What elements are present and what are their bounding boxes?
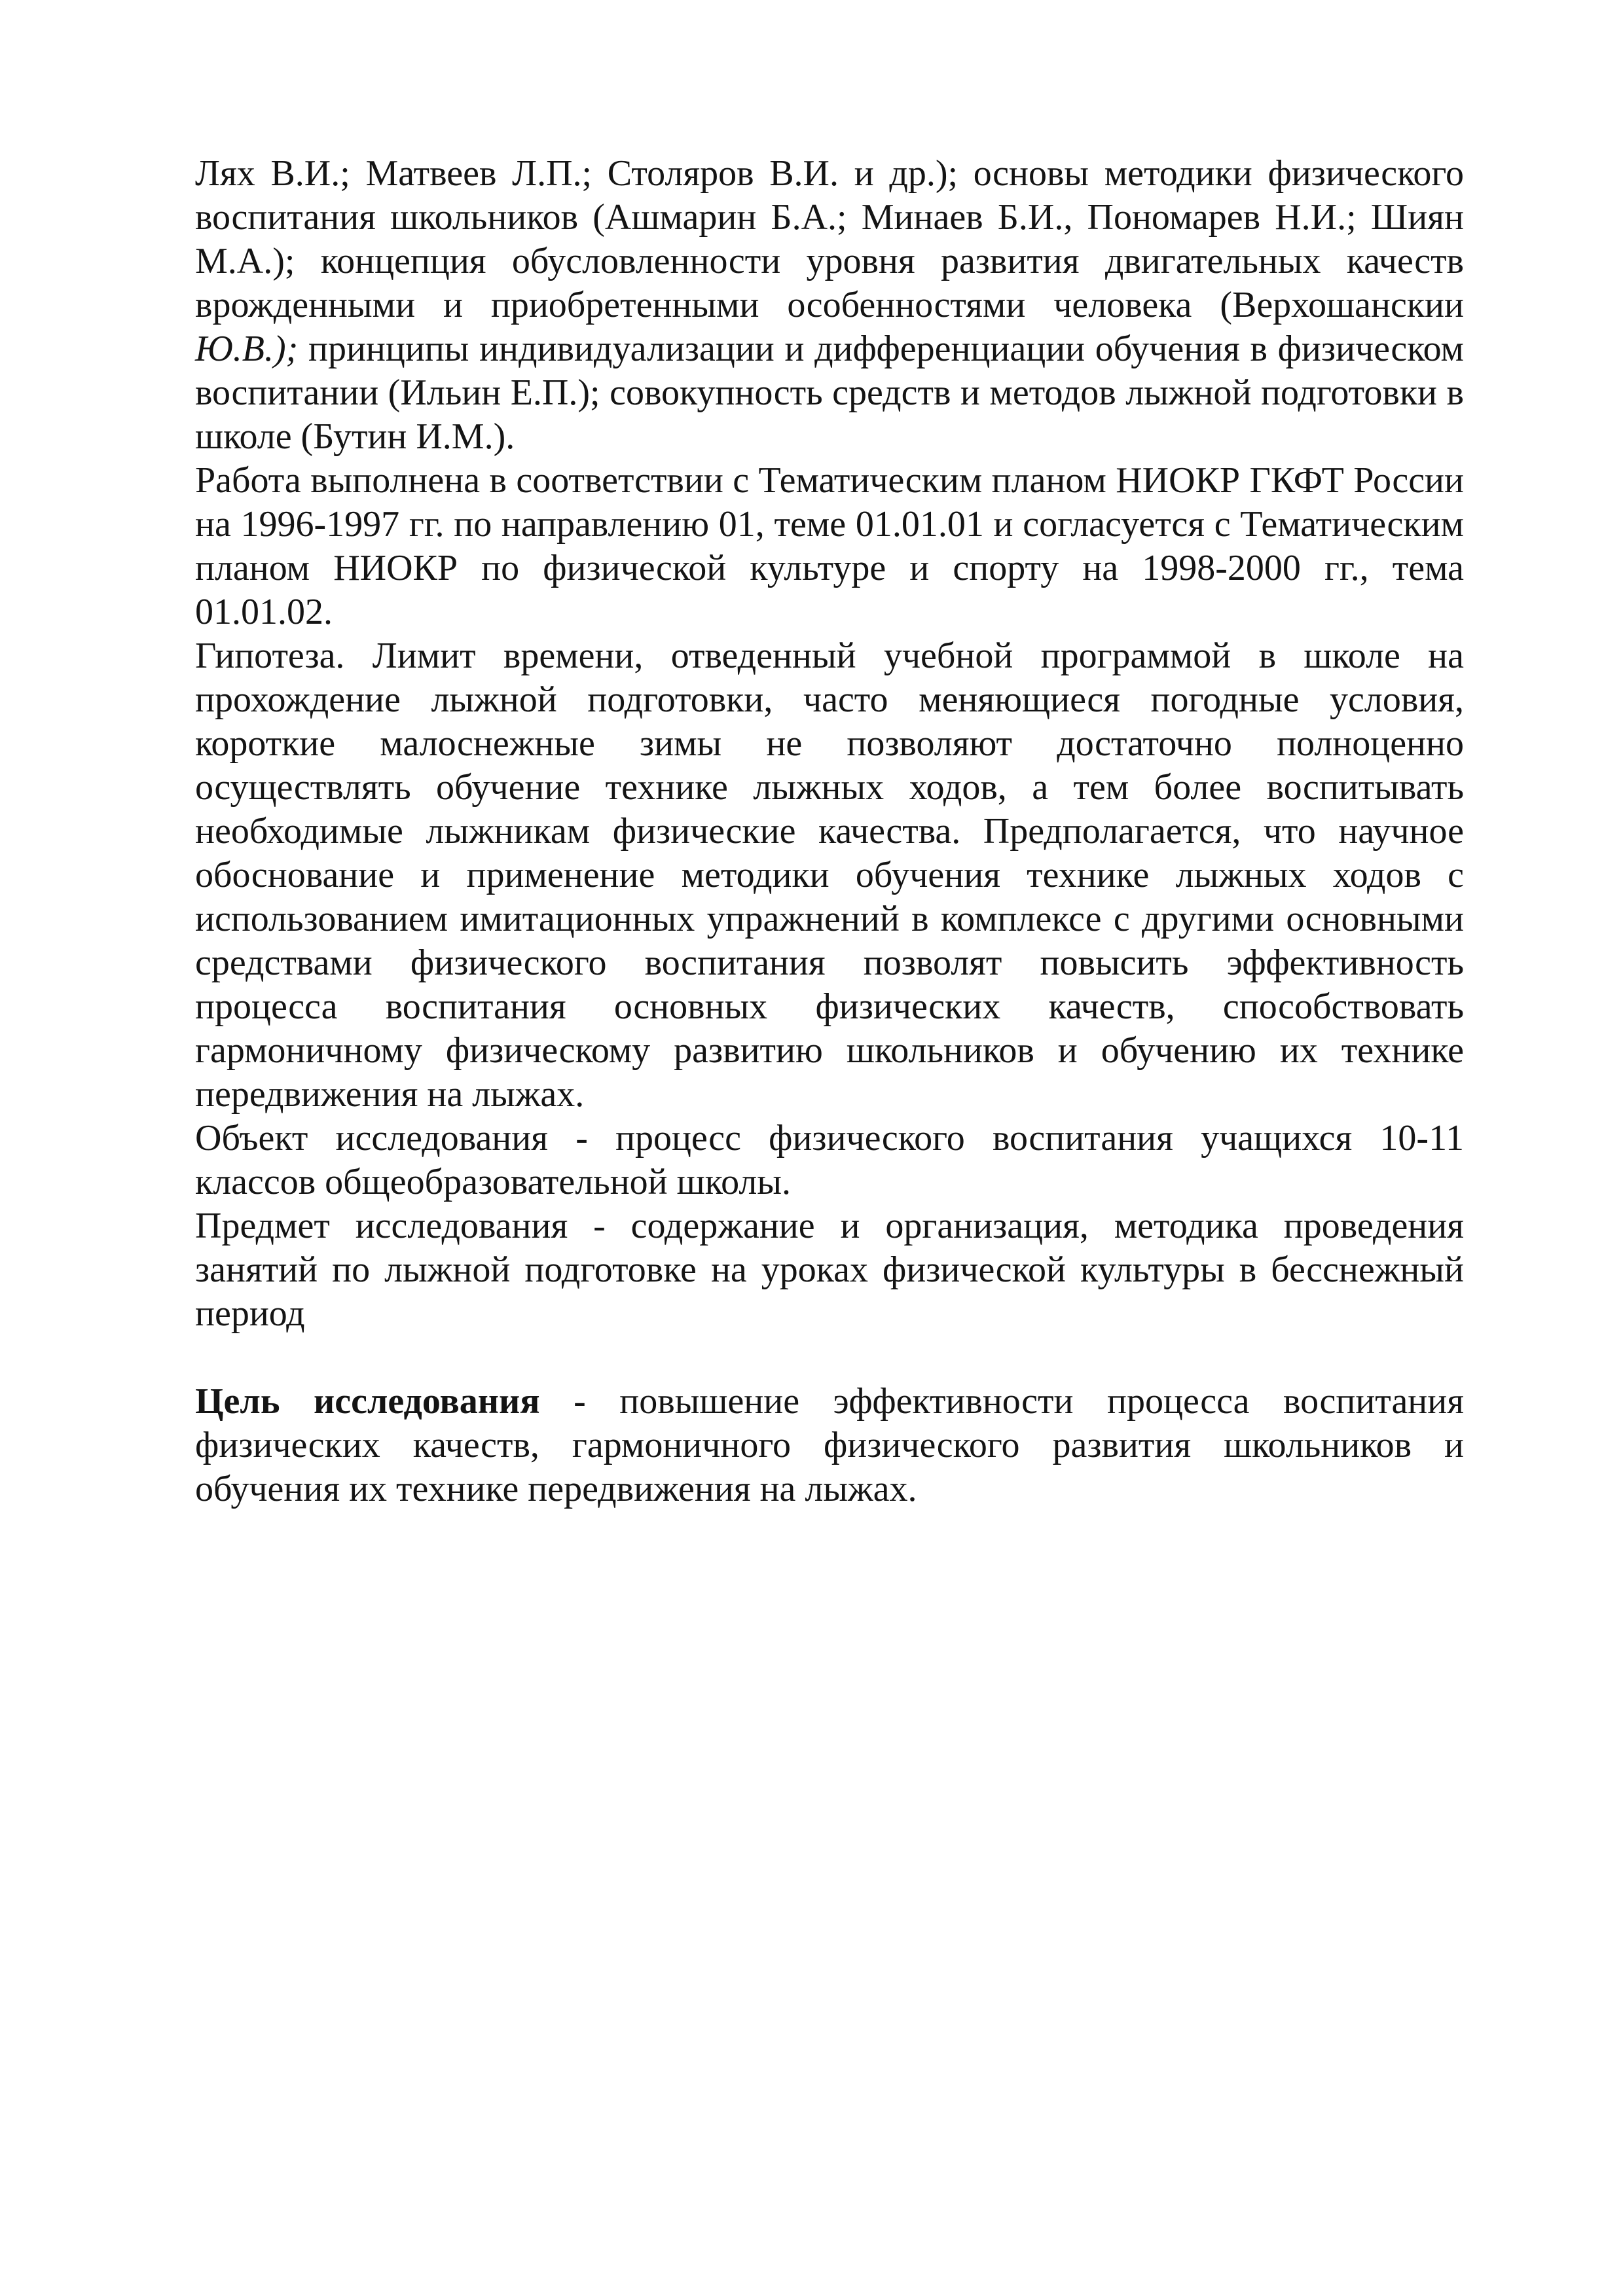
paragraph-methodology-text-start: Лях В.И.; Матвеев Л.П.; Столяров В.И. и др.); основы методики физического воспитания школьников (Ашмарин Б.А.; Минаев Б.И., Пономарев Н.И.; Шиян М.А.); концепция обусловленности уровня развития двигательных качеств врожденными и приобретенными особенностями человека (Верхошанскии <box>195 153 1464 325</box>
paragraph-research-object: Объект исследования - процесс физического воспитания учащихся 10-11 классов общеобразовательной школы. <box>195 1118 1464 1202</box>
research-goal-text: - повышение эффективности процесса воспитания физических качеств, гармоничного физического развития школьников и обучения их технике передвижения на лыжах. <box>195 1381 1464 1509</box>
research-goal-heading: Цель исследования <box>195 1381 540 1422</box>
paragraph-research-plan: Работа выполнена в соответствии с Тематическим планом НИОКР ГКФТ России на 1996-1997 гг. по направлению 01, теме 01.01.01 и согласуется с Тематическим планом НИОКР по физической культуре и спорту на 1998-2000 гг., тема 01.01.02. <box>195 460 1464 632</box>
paragraph-methodology-sources <box>195 152 1464 459</box>
document-body <box>195 152 1464 1511</box>
italic-initials: Ю.В.); <box>195 329 299 369</box>
paragraph-hypothesis: Гипотеза. Лимит времени, отведенный учебной программой в школе на прохождение лыжной подготовки, часто меняющиеся погодные условия, короткие малоснежные зимы не позволяют достаточно полноценно осуществлять обучение технике лыжных ходов, а тем более воспитывать необходимые лыжникам физические качества. Предполагается, что научное обоснование и применение методики обучения технике лыжных ходов с использованием имитационных упражнений в комплексе с другими основными средствами физического воспитания позволят повысить эффективность процесса воспитания основных физических качеств, способствовать гармоничному физическому развитию школьников и обучению их технике передвижения на лыжах. <box>195 636 1464 1115</box>
paragraph-research-subject: Предмет исследования - содержание и организация, методика проведения занятий по лыжной подготовке на уроках физической культуры в бесснежный период <box>195 1206 1464 1334</box>
paragraph-methodology-text-end: принципы индивидуализации и дифференциации обучения в физическом воспитании (Ильин Е.П.); совокупность средств и методов лыжной подготовки в школе (Бутин И.М.). <box>195 329 1464 457</box>
paragraph-research-goal <box>195 1380 1464 1511</box>
paragraph-spacer <box>195 1336 1464 1380</box>
